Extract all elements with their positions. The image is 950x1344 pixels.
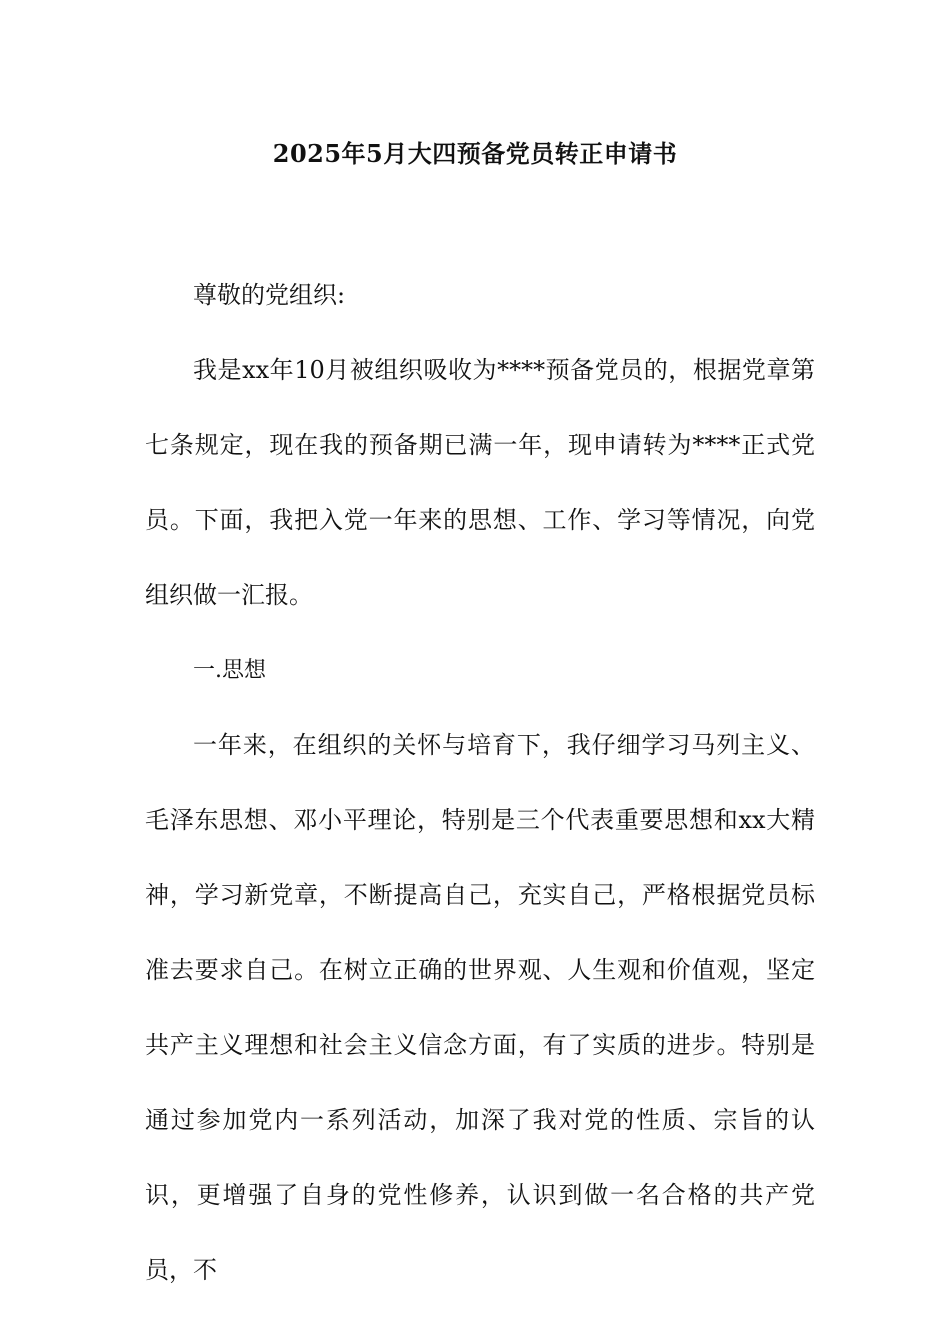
salutation: 尊敬的党组织:: [193, 281, 346, 309]
section-heading-thought: 一.思想: [193, 658, 266, 683]
document-body: [145, 258, 815, 1308]
section-paragraph-thought: 一年来，在组织的关怀与培育下，我仔细学习马列主义、毛泽东思想、邓小平理论，特别是三个代表重要思想和xx大精神，学习新党章，不断提高自己，充实自己，严格根据党员标准去要求自己。在树立正确的世界观、人生观和价值观，坚定共产主义理想和社会主义信念方面，有了实质的进步。特别是通过参加党内一系列活动，加深了我对党的性质、宗旨的认识，更增强了自身的党性修养，认识到做一名合格的共产党员，不: [145, 731, 815, 1284]
document-title: 2025年5月大四预备党员转正申请书: [272, 139, 678, 168]
intro-paragraph: 我是xx年10月被组织吸收为****预备党员的，根据党章第七条规定，现在我的预备期已满一年，现申请转为****正式党员。下面，我把入党一年来的思想、工作、学习等情况，向党组织做一汇报。: [145, 356, 815, 609]
